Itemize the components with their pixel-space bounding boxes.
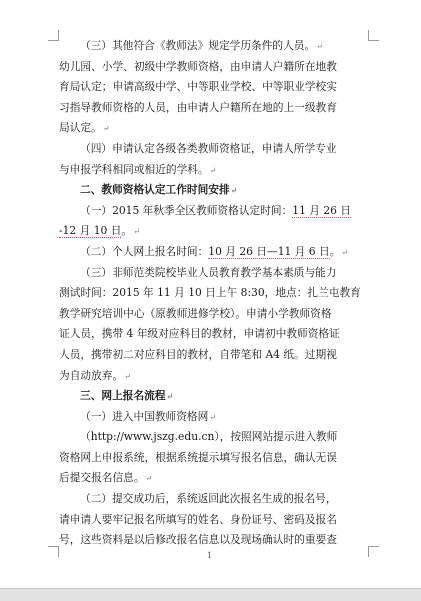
paragraph-line: 后提交报名信息。↵: [59, 471, 153, 485]
paragraph-line: （二）个人网上报名时间：10 月 26 日—11 月 6 日。↵: [80, 244, 349, 258]
paragraph-line: 与申报学科相同或相近的学科。↵: [59, 162, 217, 176]
paragraph-line: 幼儿园、小学、初级中学教师资格，由申请人户籍所在地教: [59, 59, 337, 73]
paragraph-mark: ↵: [124, 371, 131, 381]
page-number: 1: [207, 551, 213, 560]
paragraph-mark: ↵: [341, 247, 349, 257]
paragraph-line: （四）申请认定各级各类教师资格证，申请人所学专业: [80, 141, 337, 155]
paragraph-line: 局认定。↵: [59, 121, 110, 135]
paragraph-line: （一）2015 年秋季全区教师资格认定时间：11 月 26 日: [80, 203, 352, 217]
paragraph-line: 证人员，携带 4 年级对应科目的教材，申请初中教师资格证: [59, 327, 340, 341]
date-highlight: -12 月 10 日: [59, 224, 122, 238]
paragraph-line: -12 月 10 日。↵: [59, 224, 140, 238]
paragraph-line: 教学研究培训中心（原教师进修学校）。申请小学教师资格: [59, 306, 332, 320]
paragraph-mark: ↵: [166, 391, 174, 402]
paragraph-mark: ↵: [209, 165, 217, 175]
paragraph-line: 习指导教师资格的人员，由申请人户籍所在地的上一级教育: [59, 100, 337, 114]
date-highlight: 10 月 26 日—11 月 6 日: [208, 244, 330, 258]
document-body[interactable]: [59, 36, 363, 551]
subheading-enter-site: （一）进入中国教师资格网↵: [80, 409, 216, 423]
window-bottom-bar: [0, 588, 421, 601]
paragraph-line: （http://www.jszg.edu.cn），按照网站提示进入教师: [80, 430, 338, 444]
paragraph-line: 请申请人要牢记报名所填写的姓名、身份证号、密码及报名: [59, 512, 337, 526]
paragraph-mark: ↵: [145, 474, 153, 484]
paragraph-line: 育局认定；申请高级中学、中等职业学校、中等职业学校实: [59, 80, 337, 94]
paragraph-line: 号，这些资料是以后修改报名信息以及现场确认时的重要查: [59, 533, 337, 547]
paragraph-mark: ↵: [316, 42, 323, 51]
paragraph-line: 资格网上申报系统，根据系统提示填写报名信息，确认无误: [59, 450, 337, 464]
paragraph-line: 为自动放弃。↵: [59, 368, 131, 382]
paragraph-line: 测试时间：2015 年 11 月 10 日上午 8:30，地点：扎兰屯教育: [59, 286, 361, 300]
margin-corner-top-right: [368, 30, 379, 41]
paragraph-mark: ↵: [230, 185, 238, 196]
margin-corner-top-left: [48, 30, 59, 41]
paragraph-qualification-other: （三）其他符合《教师法》规定学历条件的人员。↵: [80, 39, 323, 52]
paragraph-line: （二）提交成功后，系统返回此次报名生成的报名号，: [80, 492, 337, 506]
date-highlight: 11 月 26 日: [292, 203, 352, 217]
paragraph-mark: ↵: [102, 124, 110, 134]
margin-corner-bottom-left: [48, 546, 59, 557]
paragraph-line: （三）非师范类院校毕业人员教育教学基本素质与能力: [80, 265, 337, 279]
paragraph-mark: ↵: [133, 227, 140, 237]
margin-corner-bottom-right: [368, 546, 379, 557]
section-heading-schedule: 二、教师资格认定工作时间安排↵: [80, 183, 238, 197]
section-heading-online-registration: 三、网上报名流程↵: [80, 389, 174, 403]
paragraph-line: 人员，携带初二对应科目的教材，自带笔和 A4 纸。过期视: [59, 347, 337, 361]
paragraph-mark: ↵: [209, 412, 216, 422]
